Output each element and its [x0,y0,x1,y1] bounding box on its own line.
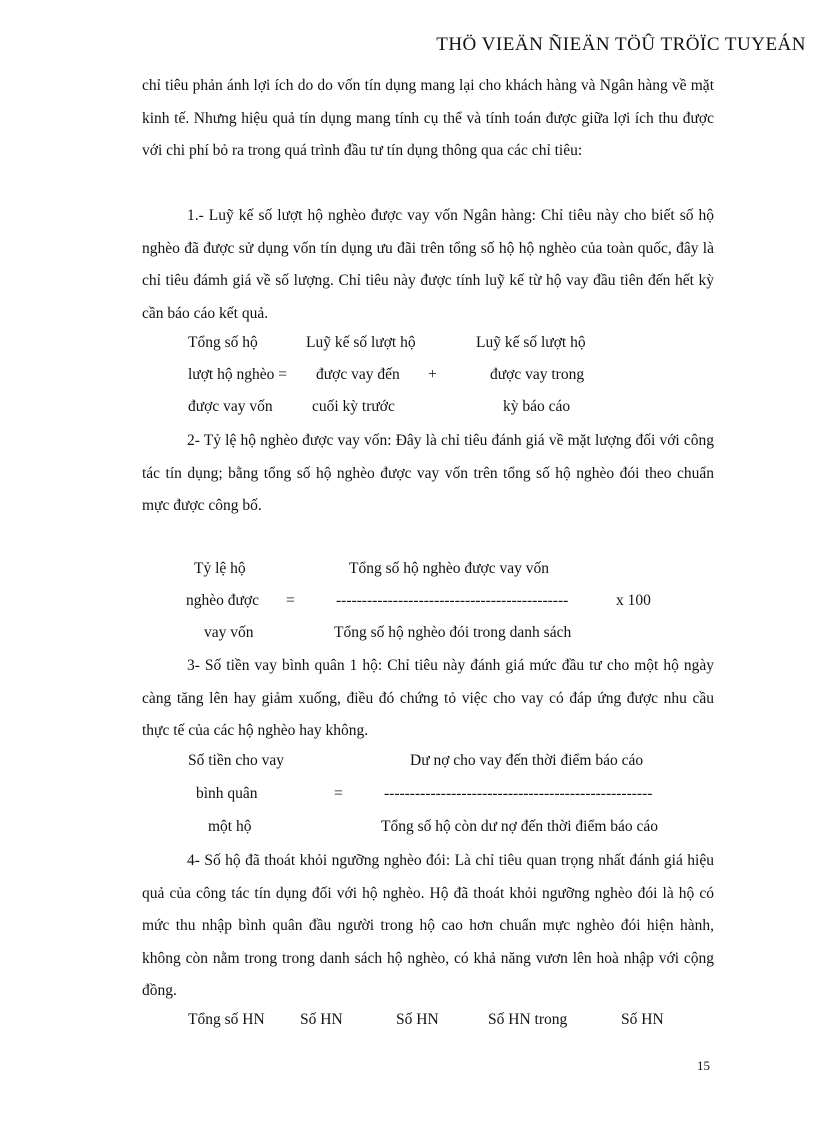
formula-2-numerator: Tổng số hộ nghèo được vay vốn [349,560,549,577]
paragraph-indicator-2: 2- Tỷ lệ hộ nghèo được vay vốn: Đây là chỉ tiêu đánh giá về mặt lượng đối với công tác tín dụng; bằng tổng số hộ nghèo được vay vốn trên tổng số hộ nghèo đói theo chuẩn mực được công bố. [142,432,714,514]
formula-1-right-line-3: kỳ báo cáo [503,398,571,415]
paragraph-indicator-3: 3- Số tiền vay bình quân 1 hộ: Chỉ tiêu này đánh giá mức đầu tư cho một hộ ngày càng tăng lên hay giảm xuống, điều đó chứng tỏ việc cho vay có đáp ứng được nhu cầu thực tế của các hộ nghèo hay không. [142,657,714,739]
formula-4-col-1: Tổng số HN [188,1011,265,1028]
formula-4-col-2: Số HN [300,1011,343,1028]
formula-2-equals: = [286,592,295,609]
formula-1-plus-sign: + [428,366,437,383]
formula-3-numerator: Dư nợ cho vay đến thời điểm báo cáo [410,752,644,769]
formula-3-fraction-line: ---------------------------------------------------- [384,785,653,802]
formula-2-multiplier: x 100 [616,592,651,609]
page-header: THÖ VIEÄN ÑIEÄN TÖÛ TRÖÏC TUYEÁN [436,34,806,55]
formula-1-left-line-2: lượt hộ nghèo = [188,366,287,383]
formula-1-mid-line-1: Luỹ kế số lượt hộ [306,334,416,351]
paragraph-indicator-4: 4- Số hộ đã thoát khỏi ngưỡng nghèo đói: Là chỉ tiêu quan trọng nhất đánh giá hiệu quả của công tác tín dụng đối với hộ nghèo. Hộ đã thoát khỏi ngưỡng nghèo đói là hộ có mức thu nhập bình quân đầu người trong hộ cao hơn chuẩn mực nghèo đói hiện hành, không còn nằm trong trong danh sách hộ nghèo, có khả năng vươn lên hoà nhập với cộng đồng. [142,852,714,999]
formula-3-left-line-1: Số tiền cho vay [188,752,284,769]
formula-3-equals: = [334,785,343,802]
formula-1-left-line-1: Tổng số hộ [188,334,258,351]
formula-2-left-line-2: nghèo được [186,592,259,609]
formula-2-fraction-line: --------------------------------------------- [336,592,569,609]
formula-1-right-line-1: Luỹ kế số lượt hộ [476,334,586,351]
formula-2-left-line-3: vay vốn [204,624,254,641]
formula-1-left-line-3: được vay vốn [188,398,273,415]
formula-3-left-line-3: một hộ [208,818,252,835]
formula-3-denominator: Tổng số hộ còn dư nợ đến thời điểm báo cáo [381,818,659,835]
paragraph-indicator-1: 1.- Luỹ kế số lượt hộ nghèo được vay vốn Ngân hàng: Chỉ tiêu này cho biết số hộ nghèo đã được sử dụng vốn tín dụng ưu đãi trên tổng số hộ hộ nghèo của toàn quốc, đây là chỉ tiêu đámh giá về số lượng. Chỉ tiêu này được tính luỹ kế từ hộ vay đầu tiên đến hết kỳ cần báo cáo kết quả. [142,207,714,322]
formula-1-right-line-2: được vay trong [490,366,585,383]
formula-4-col-4: Số HN trong [488,1011,568,1028]
formula-1-mid-line-2: được vay đến [316,366,400,383]
formula-3-left-line-2: bình quân [196,785,258,802]
formula-4-col-5: Số HN [621,1011,664,1028]
formula-1-mid-line-3: cuối kỳ trước [312,398,395,415]
page-number: 15 [697,1058,710,1073]
formula-2-denominator: Tổng số hộ nghèo đói trong danh sách [334,624,572,641]
paragraph-intro: chỉ tiêu phản ánh lợi ích do do vốn tín dụng mang lại cho khách hàng và Ngân hàng về mặt kinh tế. Nhưng hiệu quả tín dụng mang tính cụ thể và tính toán được giữa lợi ích thu được với chi phí bỏ ra trong quá trình đầu tư tín dụng thông qua các chỉ tiêu: [142,77,714,159]
formula-4-col-3: Số HN [396,1011,439,1028]
formula-2-left-line-1: Tỷ lệ hộ [194,560,246,577]
